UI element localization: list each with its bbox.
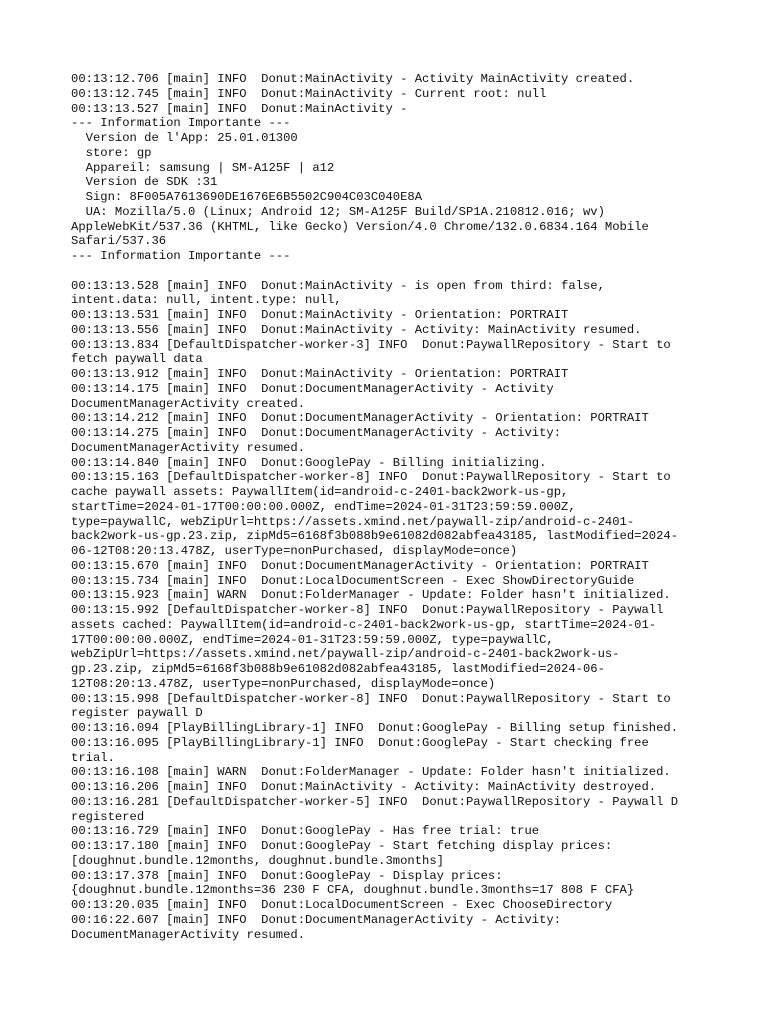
log-line: Version de SDK :31 [71, 175, 218, 190]
log-line: DocumentManagerActivity resumed. [71, 927, 306, 942]
log-line: 00:13:15.734 [main] INFO Donut:LocalDocumentScreen - Exec ShowDirectoryGuide [71, 573, 635, 588]
log-line: 00:16:22.607 [main] INFO Donut:DocumentManagerActivity - Activity: [71, 912, 562, 927]
log-line: 00:13:13.531 [main] INFO Donut:MainActivity - Orientation: PORTRAIT [71, 308, 569, 322]
log-line: registered [71, 809, 145, 824]
log-line: 00:13:12.706 [main] INFO Donut:MainActivity - Activity MainActivity created. [71, 72, 635, 86]
log-line: 00:13:13.556 [main] INFO Donut:MainActivity - Activity: MainActivity resumed. [71, 322, 642, 337]
log-line: 00:13:14.175 [main] INFO Donut:DocumentManagerActivity - Activity [71, 381, 554, 396]
log-line: 00:13:16.095 [PlayBillingLibrary-1] INFO Donut:GooglePay - Start checking free [71, 735, 649, 750]
log-line: 00:13:20.035 [main] INFO Donut:LocalDocumentScreen - Exec ChooseDirectory [71, 898, 613, 912]
log-line: --- Information Importante --- [71, 116, 291, 131]
log-line: 00:13:15.992 [DefaultDispatcher-worker-8] INFO Donut:PaywallRepository - Paywall [71, 603, 664, 617]
log-line: 00:13:17.180 [main] INFO Donut:GooglePay - Start fetching display prices: [71, 839, 613, 853]
log-line: 12T08:20:13.478Z, userType=nonPurchased, displayMode=once) [71, 676, 496, 691]
log-line: 00:13:13.527 [main] INFO Donut:MainActivity - [71, 101, 408, 116]
log-line: back2work-us-gp.23.zip, zipMd5=6168f3b088b9e61082d082abfea43185, lastModified=2024- [71, 529, 679, 544]
log-line: 00:13:15.670 [main] INFO Donut:DocumentManagerActivity - Orientation: PORTRAIT [71, 558, 649, 573]
log-line: Version de l'App: 25.01.01300 [71, 131, 298, 145]
log-line: 00:13:14.840 [main] INFO Donut:GooglePay - Billing initializing. [71, 455, 547, 470]
log-line: 17T00:00:00.000Z, endTime=2024-01-31T23:59:59.000Z, type=paywallC, [71, 632, 554, 647]
log-line: DocumentManagerActivity resumed. [71, 440, 306, 455]
log-line: DocumentManagerActivity created. [71, 396, 306, 411]
log-line: startTime=2024-01-17T00:00:00.000Z, endTime=2024-01-31T23:59:59.000Z, [71, 499, 576, 514]
log-line: 00:13:16.281 [DefaultDispatcher-worker-5] INFO Donut:PaywallRepository - Paywall D [71, 794, 679, 809]
log-line: --- Information Importante --- [71, 249, 291, 263]
log-line: type=paywallC, webZipUrl=https://assets.xmind.net/paywall-zip/android-c-2401- [71, 514, 635, 529]
log-line: 06-12T08:20:13.478Z, userType=nonPurchased, displayMode=once) [71, 544, 518, 558]
log-line: 00:13:15.923 [main] WARN Donut:FolderManager - Update: Folder hasn't initialized. [71, 588, 671, 603]
log-line: 00:13:16.729 [main] INFO Donut:GooglePay - Has free trial: true [71, 824, 540, 839]
log-line: Sign: 8F005A7613690DE1676E6B5502C904C03C040E8A [71, 190, 423, 204]
log-line: 00:13:14.275 [main] INFO Donut:DocumentManagerActivity - Activity: [71, 426, 562, 440]
log-line: Appareil: samsung | SM-A125F | a12 [71, 160, 335, 175]
log-line: UA: Mozilla/5.0 (Linux; Android 12; SM-A125F Build/SP1A.210812.016; wv) [71, 204, 605, 219]
log-line: assets cached: PaywallItem(id=android-c-2401-back2work-us-gp, startTime=2024-01- [71, 617, 657, 632]
log-line: 00:13:17.378 [main] INFO Donut:GooglePay - Display prices: [71, 868, 503, 883]
log-line: 00:13:15.163 [DefaultDispatcher-worker-8] INFO Donut:PaywallRepository - Start to [71, 470, 671, 485]
log-line [71, 264, 768, 279]
log-line: 00:13:16.206 [main] INFO Donut:MainActivity - Activity: MainActivity destroyed. [71, 780, 657, 794]
log-line: webZipUrl=https://assets.xmind.net/paywall-zip/android-c-2401-back2work-us- [71, 647, 620, 662]
log-line: fetch paywall data [71, 352, 203, 367]
log-line: 00:13:12.745 [main] INFO Donut:MainActivity - Current root: null [71, 86, 547, 101]
log-line: 00:13:16.094 [PlayBillingLibrary-1] INFO Donut:GooglePay - Billing setup finished. [71, 721, 679, 735]
log-line: 00:13:16.108 [main] WARN Donut:FolderManager - Update: Folder hasn't initialized. [71, 765, 671, 780]
log-line: trial. [71, 750, 115, 765]
log-line: AppleWebKit/537.36 (KHTML, like Gecko) Version/4.0 Chrome/132.0.6834.164 Mobile [71, 219, 649, 234]
log-line: intent.data: null, intent.type: null, [71, 293, 342, 308]
log-line: gp.23.zip, zipMd5=6168f3b088b9e61082d082abfea43185, lastModified=2024-06- [71, 662, 605, 676]
log-line: 00:13:13.912 [main] INFO Donut:MainActivity - Orientation: PORTRAIT [71, 367, 569, 381]
log-line: 00:13:13.834 [DefaultDispatcher-worker-3] INFO Donut:PaywallRepository - Start to [71, 337, 671, 352]
log-line: 00:13:15.998 [DefaultDispatcher-worker-8] INFO Donut:PaywallRepository - Start to [71, 691, 671, 706]
log-line: cache paywall assets: PaywallItem(id=android-c-2401-back2work-us-gp, [71, 485, 569, 499]
log-text-block [71, 72, 768, 942]
log-line: [doughnut.bundle.12months, doughnut.bundle.3months] [71, 853, 444, 868]
log-line: 00:13:14.212 [main] INFO Donut:DocumentManagerActivity - Orientation: PORTRAIT [71, 411, 649, 426]
log-line: Safari/537.36 [71, 234, 167, 249]
log-line: register paywall D [71, 706, 203, 721]
log-line: 00:13:13.528 [main] INFO Donut:MainActivity - is open from third: false, [71, 278, 605, 293]
log-line: store: gp [71, 145, 152, 160]
log-line: {doughnut.bundle.12months=36 230 F CFA, doughnut.bundle.3months=17 808 F CFA} [71, 883, 635, 898]
